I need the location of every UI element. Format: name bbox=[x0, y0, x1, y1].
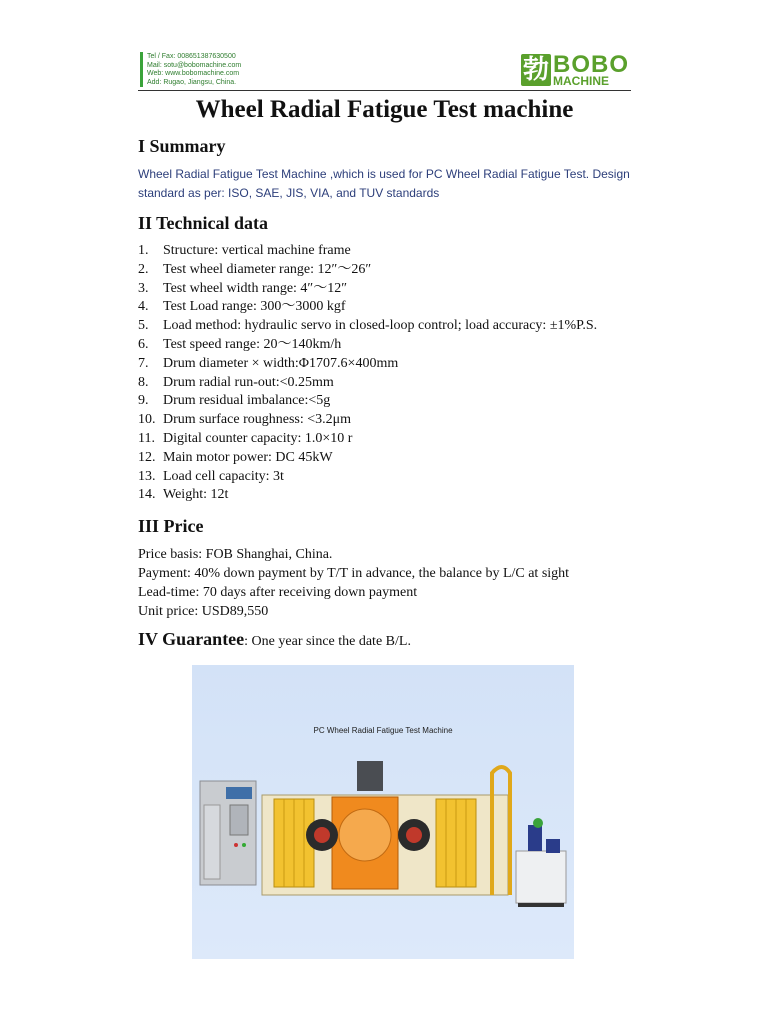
logo-subword: MACHINE bbox=[553, 74, 609, 88]
contact-tel: Tel / Fax: 008651387630500 bbox=[147, 53, 236, 60]
contact-address: Add: Rugao, Jiangsu, China. bbox=[147, 78, 237, 86]
list-item: 5. Load method: hydraulic servo in closed-loop control; load accuracy: ±1%P.S. bbox=[138, 318, 598, 334]
price-basis: Price basis: FOB Shanghai, China. bbox=[138, 547, 333, 562]
company-logo bbox=[521, 52, 629, 88]
list-item: 9. Drum residual imbalance:<5g bbox=[138, 393, 331, 409]
letterhead-accent-bar bbox=[140, 52, 143, 87]
document-title: Wheel Radial Fatigue Test machine bbox=[195, 96, 574, 123]
list-item: 6. Test speed range: 20～140km/h bbox=[138, 336, 342, 352]
payment-terms: Payment: 40% down payment by T/T in advance, the balance by L/C at sight bbox=[138, 566, 570, 581]
summary-heading: I Summary bbox=[138, 136, 226, 156]
guarantee-heading: IV Guarantee bbox=[138, 629, 245, 649]
logo-word: BOBO bbox=[553, 51, 629, 78]
technical-data-list bbox=[138, 242, 597, 505]
list-item: 14. Weight: 12t bbox=[138, 487, 229, 503]
lead-time: Lead-time: 70 days after receiving down payment bbox=[138, 585, 418, 600]
machine-illustration bbox=[192, 665, 574, 959]
unit-price: Unit price: USD89,550 bbox=[138, 604, 269, 619]
list-item: 11. Digital counter capacity: 1.0×10 r bbox=[138, 430, 353, 446]
guarantee-line bbox=[138, 629, 411, 650]
letterhead bbox=[138, 50, 631, 91]
list-item: 1. Structure: vertical machine frame bbox=[138, 243, 351, 258]
machine-photo bbox=[192, 665, 574, 959]
photo-caption: PC Wheel Radial Fatigue Test Machine bbox=[313, 726, 453, 735]
logo-glyph: 勃 bbox=[522, 55, 549, 85]
guarantee-text: : One year since the date B/L. bbox=[244, 634, 411, 649]
list-item: 10. Drum surface roughness: <3.2μm bbox=[138, 412, 352, 428]
list-item: 2. Test wheel diameter range: 12″～26″ bbox=[138, 261, 372, 277]
technical-heading: II Technical data bbox=[138, 213, 269, 233]
list-item: 8. Drum radial run-out:<0.25mm bbox=[138, 374, 334, 390]
list-item: 7. Drum diameter × width:Φ1707.6×400mm bbox=[138, 355, 399, 371]
contact-mail: Mail: sotu@bobomachine.com bbox=[147, 61, 242, 69]
summary-text: Wheel Radial Fatigue Test Machine ,which is used for PC Wheel Radial Fatigue Test. Design standard as per: ISO, SAE, JIS, VIA, and TUV standards bbox=[138, 167, 630, 200]
list-item: 12. Main motor power: DC 45kW bbox=[138, 449, 333, 465]
price-heading: III Price bbox=[138, 516, 204, 536]
list-item: 3. Test wheel width range: 4″～12″ bbox=[138, 280, 348, 296]
contact-info bbox=[147, 53, 241, 87]
list-item: 13. Load cell capacity: 3t bbox=[138, 468, 284, 484]
contact-web: Web: www.bobomachine.com bbox=[147, 70, 240, 78]
list-item: 4. Test Load range: 300～3000 kgf bbox=[138, 299, 346, 315]
price-section bbox=[138, 545, 569, 621]
